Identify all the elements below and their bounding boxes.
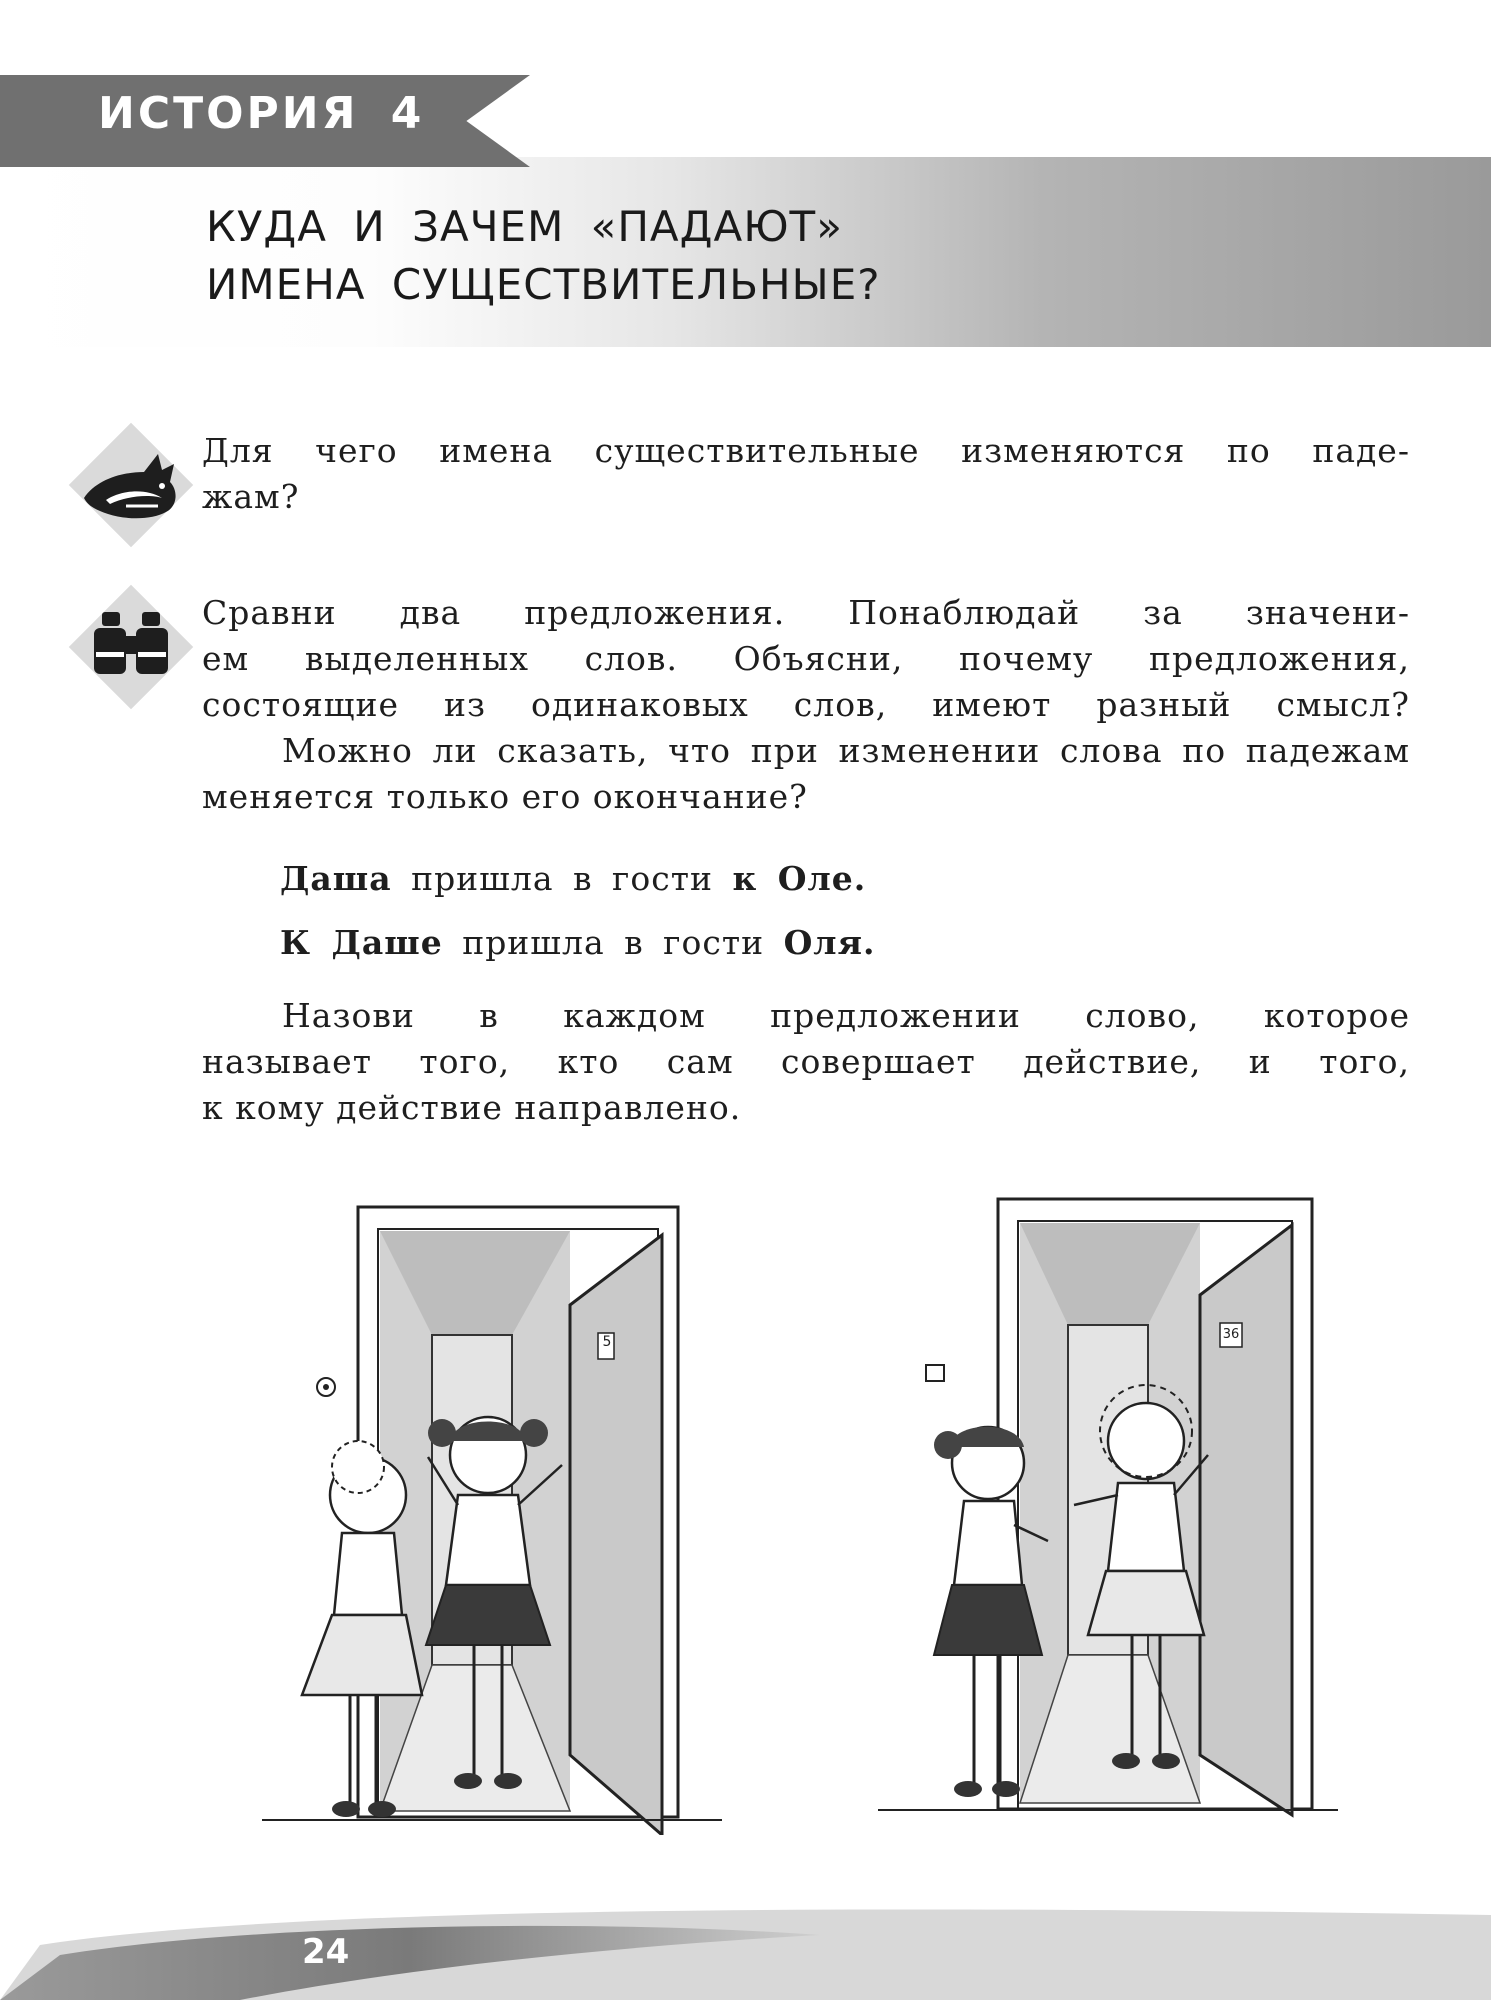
task-line-1: Сравни два предложения. Понаблюдай за значени- <box>202 593 1410 632</box>
question-text <box>202 428 1410 520</box>
task-line-2: ем выделенных слов. Объясни, почему предложения, <box>202 639 1410 678</box>
instruction-line-3: к кому действие направлено. <box>202 1088 742 1127</box>
binoculars-icon <box>66 582 196 712</box>
example-1-subject: Даша <box>280 859 392 898</box>
instruction-text <box>202 993 1410 1131</box>
instruction-line-2: называет того, кто сам совершает действие, и того, <box>202 1042 1410 1081</box>
story-label: ИСТОРИЯ 4 <box>98 88 425 139</box>
lesson-title <box>206 198 1406 314</box>
lesson-title-line-1: КУДА И ЗАЧЕМ «ПАДАЮТ» <box>206 202 843 251</box>
illustration-left <box>262 1195 722 1835</box>
task-follow-up-line-2: меняется только его окончание? <box>202 777 808 816</box>
task-line-3: состоящие из одинаковых слов, имеют разный смысл? <box>202 685 1410 724</box>
task-text <box>202 590 1410 820</box>
right-door-number: 36 <box>1222 1327 1240 1342</box>
page-number: 24 <box>302 1932 350 1972</box>
example-1-middle: пришла в гости <box>391 859 733 898</box>
example-2-middle: пришла в гости <box>442 923 784 962</box>
fox-icon <box>66 420 196 550</box>
example-sentence-2 <box>280 920 875 966</box>
example-1-object: к Оле. <box>732 859 867 898</box>
question-line-2: жам? <box>202 477 300 516</box>
left-door-number: 5 <box>602 1334 612 1350</box>
example-2-subject: Оля. <box>783 923 876 962</box>
footer-band <box>0 1905 1491 2000</box>
instruction-line-1: Назови в каждом предложении слово, которое <box>282 996 1410 1035</box>
lesson-title-line-2: ИМЕНА СУЩЕСТВИТЕЛЬНЫЕ? <box>206 260 881 309</box>
example-2-object: К Даше <box>280 923 443 962</box>
illustration-right <box>878 1195 1338 1835</box>
task-follow-up-line-1: Можно ли сказать, что при изменении слова по падежам <box>282 731 1410 770</box>
example-sentence-1 <box>280 856 866 902</box>
question-line-1: Для чего имена существительные изменяются по паде- <box>202 431 1410 470</box>
